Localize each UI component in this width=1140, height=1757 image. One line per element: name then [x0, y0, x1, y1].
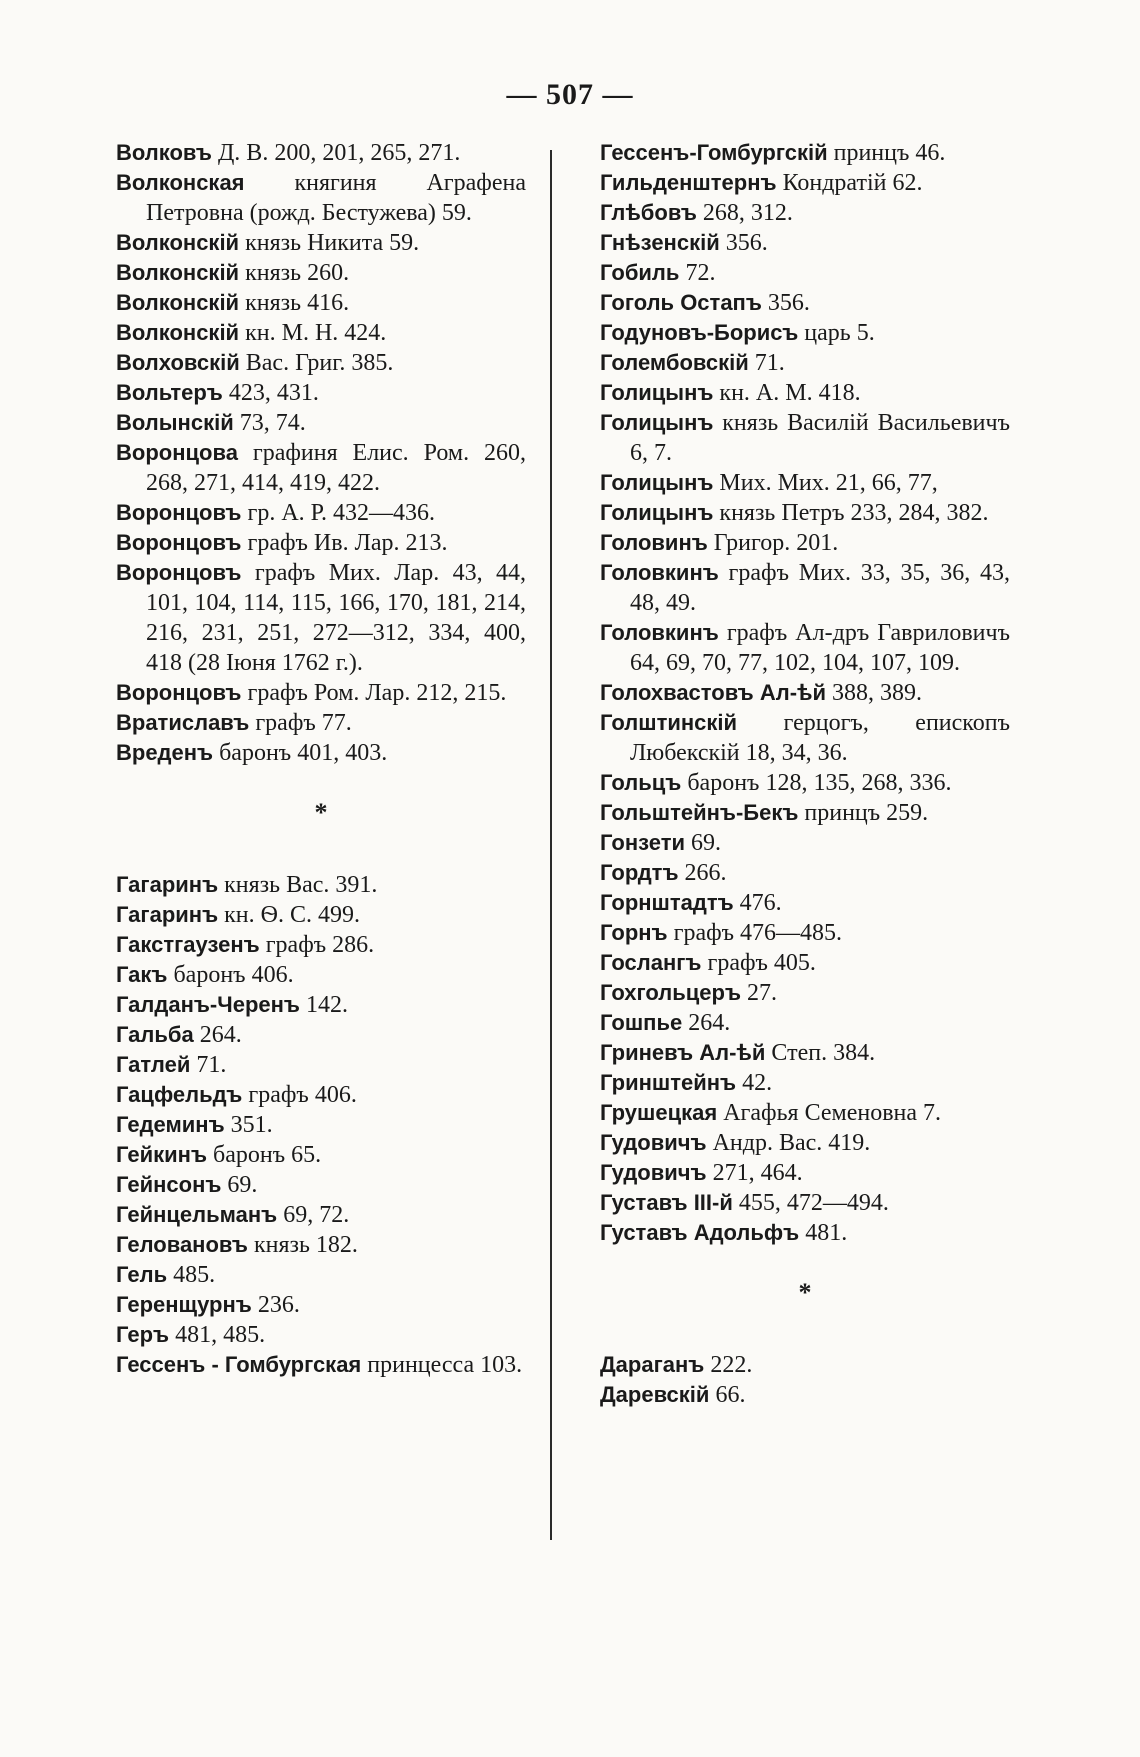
index-entry — [600, 978, 1010, 1008]
entry-name: Голштинскій — [600, 710, 738, 735]
entry-references: графъ 476—485. — [667, 920, 843, 946]
section-separator: * — [314, 798, 328, 827]
entry-references: 266. — [678, 860, 727, 886]
entry-references: графиня Елис. Ром. 260, 268, 271, 414, 419, 422. — [146, 440, 526, 496]
index-entry — [600, 168, 1010, 198]
entry-references: 388, 389. — [826, 680, 923, 706]
index-entry — [116, 900, 526, 930]
entry-name: Глѣбовъ — [600, 200, 697, 225]
entry-name: Галданъ-Черенъ — [116, 992, 300, 1017]
entry-name: Гольштейнъ-Бекъ — [600, 800, 799, 825]
entry-name: Дараганъ — [600, 1352, 705, 1377]
entry-references: Мих. Мих. 21, 66, 77, — [713, 470, 938, 496]
index-entry — [600, 198, 1010, 228]
index-entry — [116, 498, 526, 528]
entry-name: Гатлей — [116, 1052, 191, 1077]
entry-name: Вратиславъ — [116, 710, 250, 735]
entry-name: Голицынъ — [600, 380, 714, 405]
column-divider — [550, 150, 552, 1540]
entry-references: 69. — [221, 1172, 258, 1198]
entry-name: Воронцова — [116, 440, 238, 465]
index-entry — [116, 1230, 526, 1260]
index-entry — [116, 1200, 526, 1230]
entry-references: графъ Ал-дръ Гавриловичъ 64, 69, 70, 77, 102, 104, 107, 109. — [630, 620, 1010, 676]
entry-name: Голицынъ — [600, 410, 714, 435]
entry-name: Гордтъ — [600, 860, 679, 885]
index-entry — [600, 288, 1010, 318]
entry-references: баронъ 406. — [167, 962, 294, 988]
entry-name: Гакъ — [116, 962, 168, 987]
index-entry — [600, 1158, 1010, 1188]
entry-references: 455, 472—494. — [732, 1190, 889, 1216]
entry-references: герцогъ, епископъ Любекскій 18, 34, 36. — [630, 710, 1010, 766]
index-entry — [116, 1140, 526, 1170]
entry-references: принцъ 46. — [827, 140, 946, 166]
entry-name: Гацфельдъ — [116, 1082, 243, 1107]
index-entry — [600, 1068, 1010, 1098]
entry-name: Воронцовъ — [116, 680, 242, 705]
index-entry — [600, 528, 1010, 558]
entry-references: баронъ 65. — [206, 1142, 322, 1168]
entry-name: Волковъ — [116, 140, 212, 165]
entry-references: 485. — [167, 1262, 216, 1288]
entry-name: Гейкинъ — [116, 1142, 207, 1167]
index-entry — [600, 828, 1010, 858]
entry-name: Геръ — [116, 1322, 170, 1347]
entry-references: баронъ 128, 135, 268, 336. — [681, 770, 952, 796]
entry-references: князь Василій Васильевичъ 6, 7. — [630, 410, 1010, 466]
index-group-g-continued — [600, 138, 1010, 1248]
entry-references: 42. — [736, 1070, 773, 1096]
index-entry — [600, 798, 1010, 828]
entry-references: 351. — [224, 1112, 273, 1138]
index-entry — [116, 318, 526, 348]
entry-name: Густавъ Адольфъ — [600, 1220, 800, 1245]
entry-references: графъ 405. — [701, 950, 816, 976]
entry-references: кн. Ѳ. С. 499. — [218, 902, 360, 928]
index-entry — [600, 858, 1010, 888]
entry-references: кн. М. Н. 424. — [239, 320, 387, 346]
index-entry — [116, 708, 526, 738]
entry-references: Степ. 384. — [765, 1040, 876, 1066]
entry-references: 71. — [190, 1052, 227, 1078]
entry-references: баронъ 401, 403. — [213, 740, 388, 766]
entry-references: Вас. Григ. 385. — [239, 350, 394, 376]
entry-references: 481. — [799, 1220, 848, 1246]
entry-name: Геловановъ — [116, 1232, 248, 1257]
entry-name: Вольтеръ — [116, 380, 223, 405]
index-group-g — [116, 870, 526, 1380]
index-entry — [600, 1008, 1010, 1038]
index-entry — [600, 138, 1010, 168]
entry-references: 356. — [719, 230, 768, 256]
index-entry — [600, 468, 1010, 498]
entry-name: Голохвастовъ Ал-ѣй — [600, 680, 827, 705]
index-entry — [600, 948, 1010, 978]
entry-name: Горнштадтъ — [600, 890, 734, 915]
entry-references: князь 182. — [247, 1232, 358, 1258]
index-group-v — [116, 138, 526, 768]
entry-references: 481, 485. — [169, 1322, 266, 1348]
index-entry — [600, 1218, 1010, 1248]
entry-name: Гонзети — [600, 830, 685, 855]
entry-references: княгиня Аграфена Петровна (рожд. Бестужева) 59. — [146, 170, 526, 226]
entry-references: 69. — [685, 830, 721, 856]
entry-name: Волконскій — [116, 290, 240, 315]
index-entry — [116, 1320, 526, 1350]
index-entry — [600, 228, 1010, 258]
entry-name: Воронцовъ — [116, 560, 242, 585]
index-entry — [116, 438, 526, 498]
entry-name: Гессенъ-Гомбургскій — [600, 140, 828, 165]
index-entry — [600, 348, 1010, 378]
entry-name: Волховскій — [116, 350, 240, 375]
index-entry — [116, 1260, 526, 1290]
entry-references: царь 5. — [798, 320, 875, 346]
entry-name: Годуновъ-Борисъ — [600, 320, 799, 345]
index-entry — [116, 738, 526, 768]
index-entry — [600, 258, 1010, 288]
index-entry — [600, 1038, 1010, 1068]
entry-references: 71. — [748, 350, 785, 376]
index-entry — [600, 498, 1010, 528]
entry-references: 66. — [709, 1382, 746, 1408]
entry-references: графъ 286. — [259, 932, 375, 958]
index-entry — [116, 408, 526, 438]
entry-references: князь Петръ 233, 284, 382. — [713, 500, 989, 526]
entry-references: князь 260. — [239, 260, 350, 286]
entry-references: графъ Ив. Лар. 213. — [241, 530, 448, 556]
entry-references: графъ Ром. Лар. 212, 215. — [241, 680, 507, 706]
entry-references: 476. — [733, 890, 782, 916]
entry-references: графъ Мих. 33, 35, 36, 43, 48, 49. — [630, 560, 1010, 616]
index-entry — [116, 558, 526, 678]
index-entry — [116, 960, 526, 990]
entry-references: 268, 312. — [696, 200, 793, 226]
entry-references: князь Вас. 391. — [218, 872, 378, 898]
index-entry — [600, 378, 1010, 408]
entry-name: Гобиль — [600, 260, 680, 285]
entry-name: Гедеминъ — [116, 1112, 225, 1137]
index-entry — [116, 378, 526, 408]
entry-name: Гудовичъ — [600, 1160, 707, 1185]
entry-name: Гильденштернъ — [600, 170, 777, 195]
entry-name: Воронцовъ — [116, 530, 242, 555]
entry-name: Вреденъ — [116, 740, 214, 765]
index-entry — [116, 528, 526, 558]
index-entry — [116, 870, 526, 900]
index-entry — [600, 768, 1010, 798]
entry-references: 236. — [251, 1292, 300, 1318]
entry-name: Гриневъ Ал-ѣй — [600, 1040, 766, 1065]
entry-name: Даревскій — [600, 1382, 710, 1407]
entry-name: Голицынъ — [600, 470, 714, 495]
entry-references: гр. А. Р. 432—436. — [241, 500, 435, 526]
entry-name: Грушецкая — [600, 1100, 718, 1125]
entry-references: 27. — [741, 980, 778, 1006]
entry-references: князь Никита 59. — [239, 230, 420, 256]
entry-name: Голембовскій — [600, 350, 749, 375]
entry-references: графъ 77. — [249, 710, 352, 736]
index-entry — [116, 678, 526, 708]
entry-name: Гейнцельманъ — [116, 1202, 278, 1227]
entry-name: Головкинъ — [600, 620, 719, 645]
entry-references: графъ Мих. Лар. 43, 44, 101, 104, 114, 115, 166, 170, 181, 214, 216, 231, 251, 272—312, 334, 400, 418 (28 Іюня 1762 г.). — [146, 560, 526, 676]
index-entry — [116, 168, 526, 228]
index-entry — [600, 1380, 1010, 1410]
right-column — [600, 138, 1010, 1410]
entry-references: 69, 72. — [277, 1202, 350, 1228]
entry-references: 264. — [682, 1010, 731, 1036]
entry-name: Гагаринъ — [116, 872, 219, 897]
entry-name: Геренщурнъ — [116, 1292, 252, 1317]
entry-name: Гудовичъ — [600, 1130, 707, 1155]
index-entry — [116, 288, 526, 318]
entry-name: Гель — [116, 1262, 168, 1287]
entry-name: Головинъ — [600, 530, 708, 555]
page-number: — 507 — — [506, 78, 634, 111]
entry-references: принцъ 259. — [798, 800, 929, 826]
index-entry — [116, 1170, 526, 1200]
index-entry — [600, 1128, 1010, 1158]
entry-references: 73, 74. — [233, 410, 306, 436]
entry-references: 72. — [679, 260, 716, 286]
index-entry — [116, 258, 526, 288]
left-column — [116, 138, 526, 1380]
index-entry — [116, 348, 526, 378]
entry-references: Д. В. 200, 201, 265, 271. — [211, 140, 461, 166]
index-entry — [600, 1098, 1010, 1128]
entry-name: Головкинъ — [600, 560, 719, 585]
entry-name: Гагаринъ — [116, 902, 219, 927]
entry-name: Гессенъ - Гомбургская — [116, 1352, 362, 1377]
index-entry — [600, 678, 1010, 708]
index-entry — [116, 228, 526, 258]
entry-name: Волконскій — [116, 230, 240, 255]
index-entry — [116, 930, 526, 960]
entry-name: Гослангъ — [600, 950, 702, 975]
entry-name: Гольцъ — [600, 770, 682, 795]
entry-name: Волконская — [116, 170, 245, 195]
entry-references: 356. — [761, 290, 810, 316]
index-entry — [600, 888, 1010, 918]
entry-name: Гоголь Остапъ — [600, 290, 762, 315]
entry-references: 222. — [704, 1352, 753, 1378]
index-entry — [116, 138, 526, 168]
index-entry — [600, 1188, 1010, 1218]
index-group-d — [600, 1350, 1010, 1410]
index-entry — [116, 1110, 526, 1140]
entry-references: графъ 406. — [242, 1082, 357, 1108]
entry-name: Волконскій — [116, 260, 240, 285]
entry-references: Андр. Вас. 419. — [706, 1130, 871, 1156]
index-entry — [116, 1290, 526, 1320]
index-entry — [116, 1080, 526, 1110]
index-entry — [116, 1020, 526, 1050]
index-entry — [600, 318, 1010, 348]
entry-references: кн. А. М. 418. — [713, 380, 861, 406]
entry-name: Волконскій — [116, 320, 240, 345]
entry-name: Волынскій — [116, 410, 234, 435]
entry-references: князь 416. — [239, 290, 350, 316]
entry-references: Кондратій 62. — [776, 170, 923, 196]
index-entry — [600, 408, 1010, 468]
entry-name: Воронцовъ — [116, 500, 242, 525]
entry-references: принцесса 103. — [361, 1352, 523, 1378]
entry-name: Гринштейнъ — [600, 1070, 737, 1095]
index-entry — [600, 618, 1010, 678]
entry-name: Горнъ — [600, 920, 668, 945]
entry-name: Голицынъ — [600, 500, 714, 525]
entry-references: 264. — [193, 1022, 242, 1048]
entry-references: Григор. 201. — [707, 530, 839, 556]
index-entry — [600, 558, 1010, 618]
index-entry — [116, 1350, 526, 1380]
entry-name: Густавъ III-й — [600, 1190, 733, 1215]
index-entry — [600, 1350, 1010, 1380]
entry-name: Гейнсонъ — [116, 1172, 222, 1197]
index-entry — [116, 1050, 526, 1080]
entry-name: Гошпье — [600, 1010, 683, 1035]
section-separator: * — [798, 1278, 812, 1307]
entry-name: Гальба — [116, 1022, 194, 1047]
entry-references: 142. — [299, 992, 348, 1018]
entry-references: Агафья Семеновна 7. — [717, 1100, 942, 1126]
entry-name: Гнѣзенскій — [600, 230, 720, 255]
entry-name: Гохгольцеръ — [600, 980, 742, 1005]
entry-references: 271, 464. — [706, 1160, 803, 1186]
index-entry — [600, 708, 1010, 768]
entry-name: Гакстгаузенъ — [116, 932, 260, 957]
index-entry — [600, 918, 1010, 948]
index-entry — [116, 990, 526, 1020]
entry-references: 423, 431. — [222, 380, 319, 406]
